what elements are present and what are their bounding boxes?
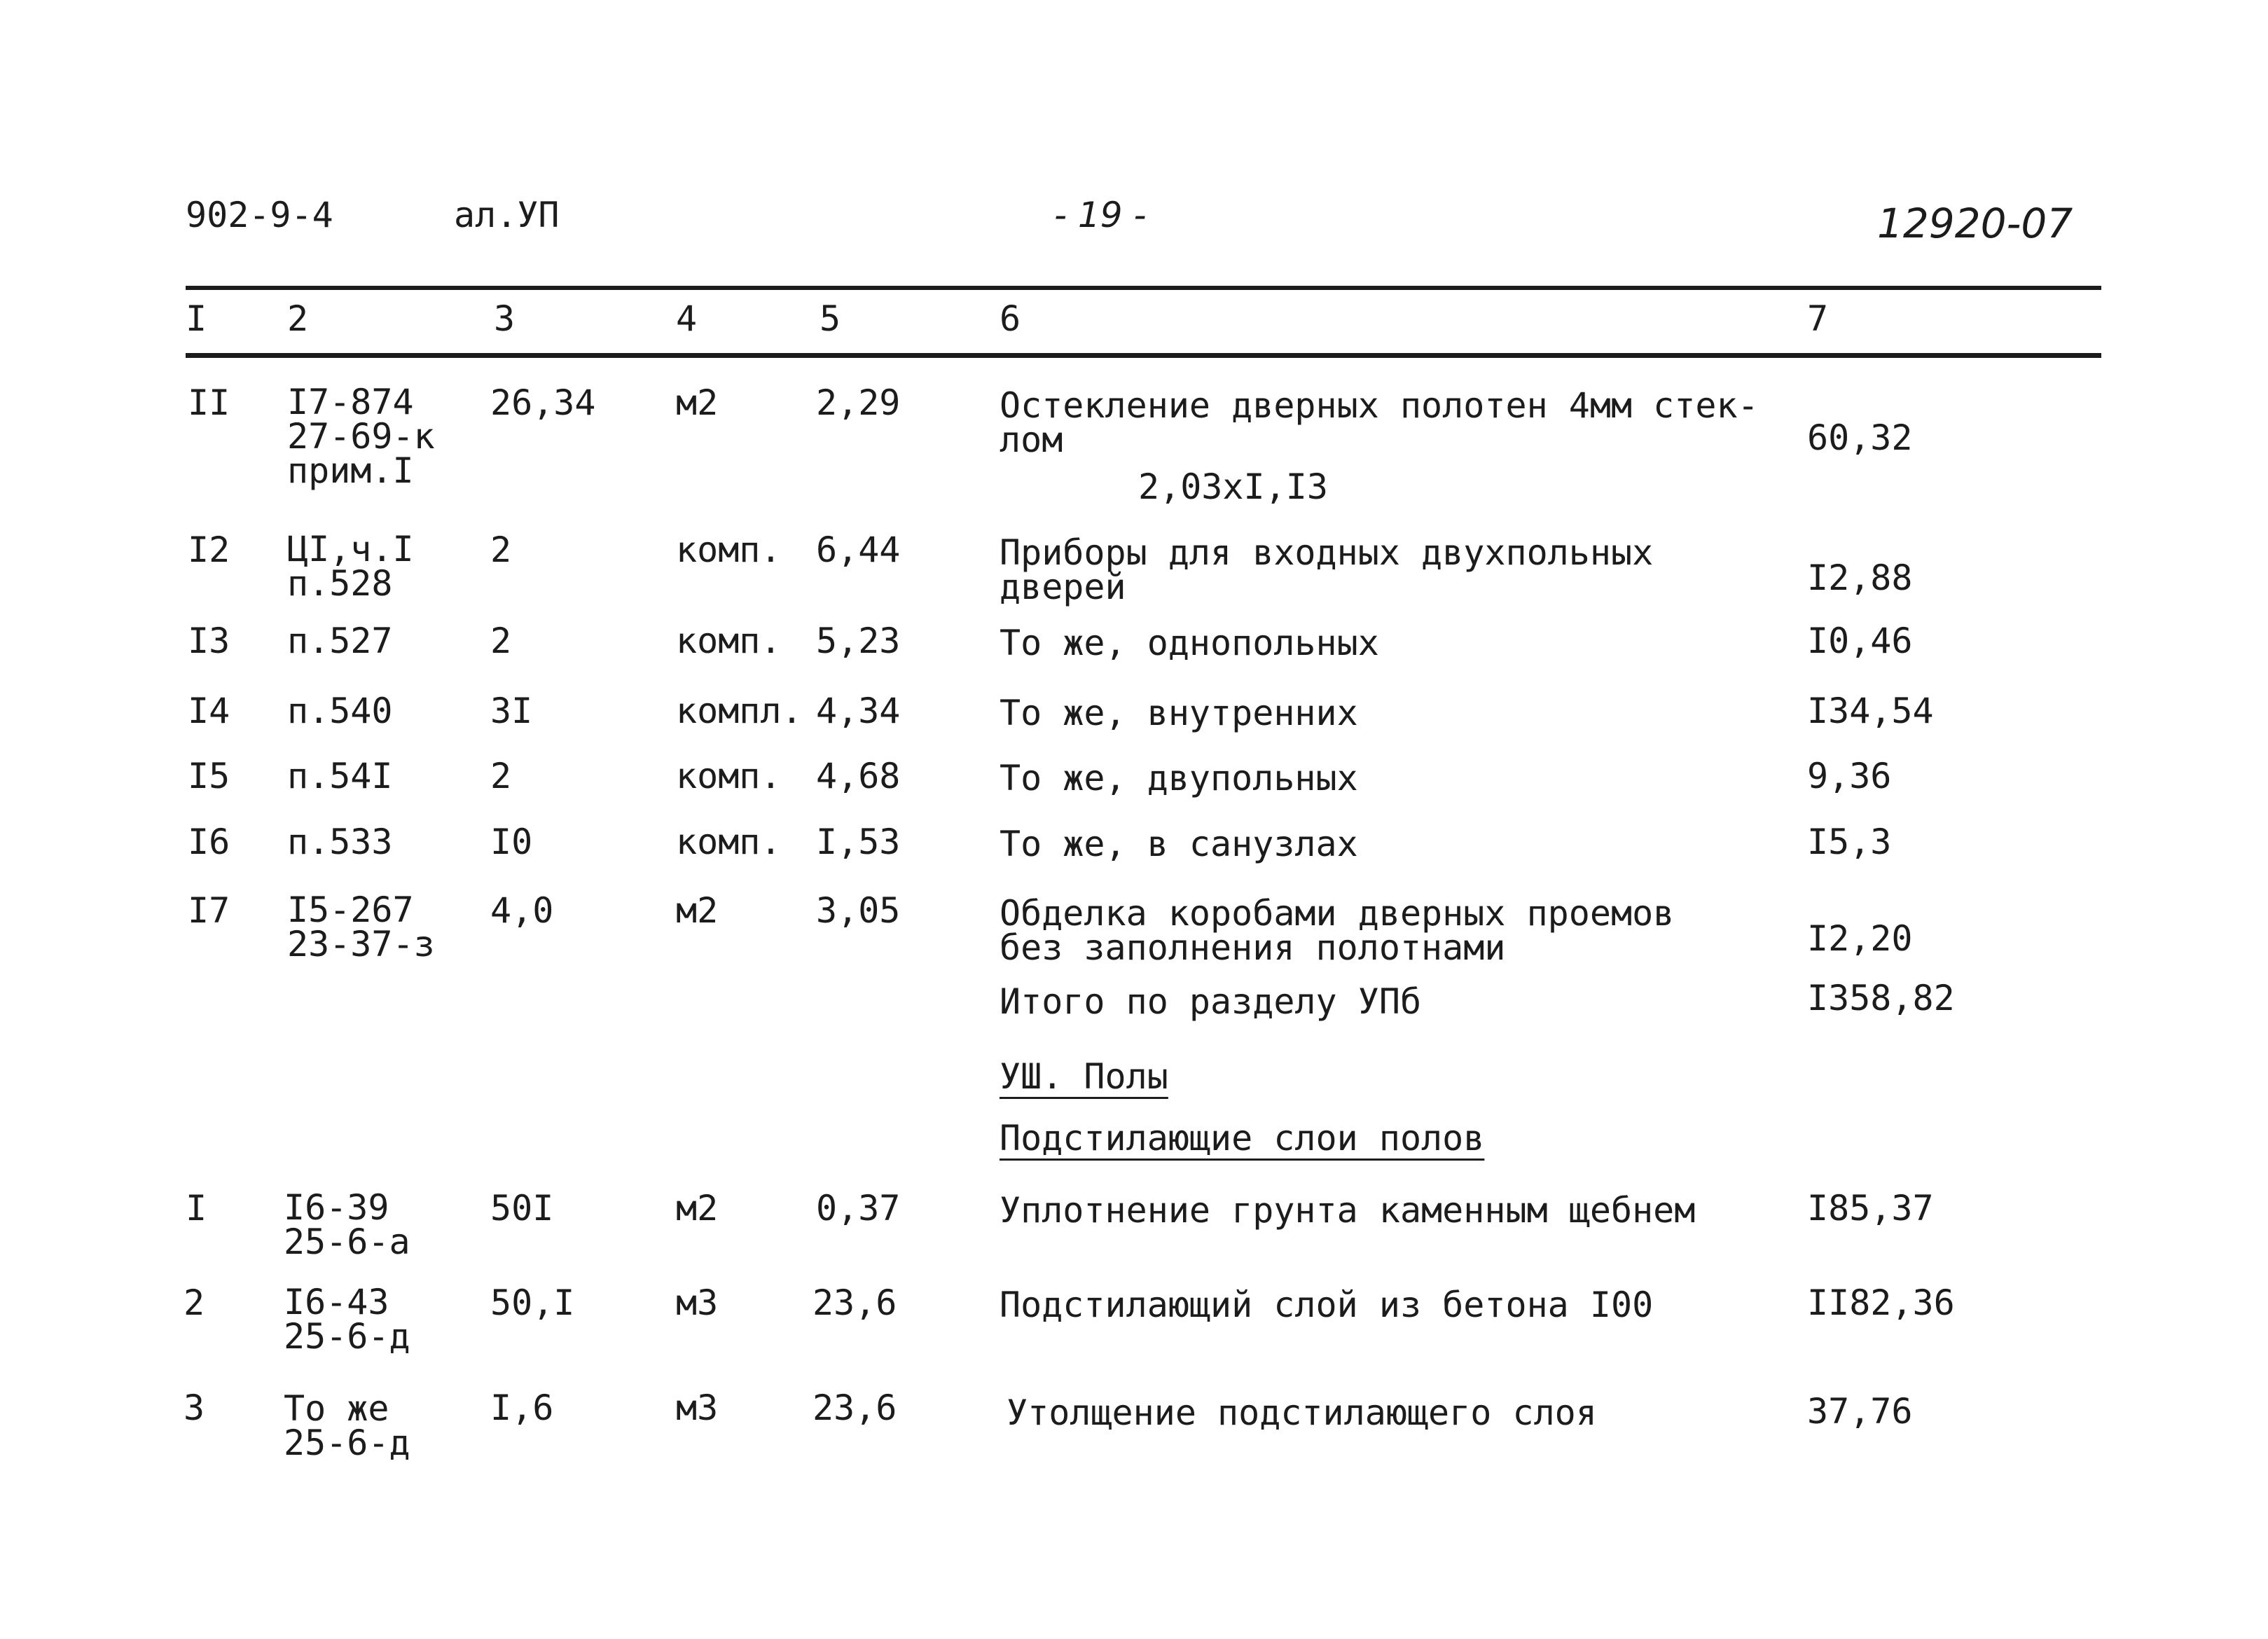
header-bottom-rule [186, 353, 2101, 358]
unit: м2 [676, 1188, 719, 1229]
quantity: 2 [490, 621, 512, 661]
unit-price: 6,44 [816, 530, 901, 570]
column-number: 5 [820, 298, 841, 339]
total: I34,54 [1807, 691, 1934, 731]
row-number: I6 [188, 822, 230, 862]
quantity: 50,I [490, 1282, 575, 1323]
norm-code: п.527 [287, 621, 393, 661]
quantity: 26,34 [490, 382, 596, 423]
section-title: УШ. Полы [1000, 1056, 1168, 1097]
total: I85,37 [1807, 1188, 1934, 1229]
unit-price: 3,05 [816, 890, 901, 931]
unit: комп. [676, 756, 782, 796]
quantity: 2 [490, 530, 512, 570]
description: Утолщение подстилающего слоя [1007, 1392, 1597, 1433]
norm-code: ЦI,ч.I п.528 [287, 529, 414, 604]
row-number: 2 [184, 1282, 205, 1323]
norm-code: п.533 [287, 822, 393, 862]
quantity: I0 [490, 822, 533, 862]
column-number: 4 [676, 298, 698, 339]
top-rule [186, 286, 2101, 290]
norm-code: I6-39 25-6-а [284, 1187, 410, 1262]
description: То же, внутренних [1000, 693, 1358, 733]
total: I5,3 [1807, 822, 1892, 862]
total: I2,20 [1807, 918, 1913, 959]
row-number: I4 [188, 691, 230, 731]
total: I0,46 [1807, 621, 1913, 661]
unit: м2 [676, 890, 719, 931]
album-label: ал.УП [454, 195, 560, 235]
unit: комп. [676, 822, 782, 862]
unit-price: 23,6 [813, 1282, 897, 1323]
description: То же, двупольных [1000, 758, 1358, 798]
subtotal-label: Итого по разделу УПб [1000, 981, 1422, 1022]
quantity: I,6 [490, 1388, 554, 1428]
unit: м3 [676, 1282, 719, 1323]
unit-price: 4,68 [816, 756, 901, 796]
row-number: I3 [188, 621, 230, 661]
quantity: 4,0 [490, 890, 554, 931]
description: То же, в санузлах [1000, 824, 1358, 864]
norm-code: То же 25-6-д [284, 1388, 410, 1463]
total: 9,36 [1807, 756, 1892, 796]
norm-code: п.54I [287, 756, 393, 796]
description: Уплотнение грунта каменным щебнем [1000, 1190, 1696, 1231]
total: I2,88 [1807, 558, 1913, 598]
unit: м2 [676, 382, 719, 423]
column-number: 2 [287, 298, 309, 339]
description: Подстилающий слой из бетона I00 [1000, 1285, 1654, 1325]
total: II82,36 [1807, 1282, 1955, 1323]
unit-price: 5,23 [816, 621, 901, 661]
column-number: I [186, 298, 207, 339]
row-number: I2 [188, 530, 230, 570]
quantity: 3I [490, 691, 533, 731]
unit-price: 4,34 [816, 691, 901, 731]
row-number: 3 [184, 1388, 205, 1428]
row-number: I [186, 1188, 207, 1229]
norm-code: I6-43 25-6-д [284, 1282, 410, 1357]
unit-price: 23,6 [813, 1388, 897, 1428]
row-number: I7 [188, 890, 230, 931]
unit: компл. [676, 691, 803, 731]
norm-code: I5-267 23-37-з [287, 890, 435, 964]
description: Остекление дверных полотен 4мм стек- лом [1000, 385, 1759, 460]
quantity: 2 [490, 756, 512, 796]
section-subtitle: Подстилающие слои полов [1000, 1118, 1485, 1159]
unit-price: 0,37 [816, 1188, 901, 1229]
column-number: 6 [1000, 298, 1021, 339]
unit: комп. [676, 530, 782, 570]
total: 37,76 [1807, 1391, 1913, 1432]
unit-price: I,53 [816, 822, 901, 862]
subtotal-value: I358,82 [1807, 978, 1955, 1018]
norm-code: I7-874 27-69-к прим.I [287, 382, 435, 491]
quantity: 50I [490, 1188, 554, 1229]
document-number: 12920-07 [1877, 200, 2073, 247]
unit: комп. [676, 621, 782, 661]
column-number: 7 [1807, 298, 1829, 339]
description: Приборы для входных двухпольных дверей [1000, 532, 1654, 607]
column-number: 3 [494, 298, 516, 339]
formula: 2,03xI,I3 [1138, 466, 1328, 507]
page-number: - 19 - [1054, 195, 1147, 235]
series-number: 902-9-4 [186, 195, 333, 235]
row-number: II [188, 382, 230, 423]
description: То же, однопольных [1000, 623, 1379, 663]
row-number: I5 [188, 756, 230, 796]
description: Обделка коробами дверных проемов без заполнения полотнами [1000, 893, 1675, 968]
unit: м3 [676, 1388, 719, 1428]
norm-code: п.540 [287, 691, 393, 731]
unit-price: 2,29 [816, 382, 901, 423]
total: 60,32 [1807, 417, 1913, 458]
